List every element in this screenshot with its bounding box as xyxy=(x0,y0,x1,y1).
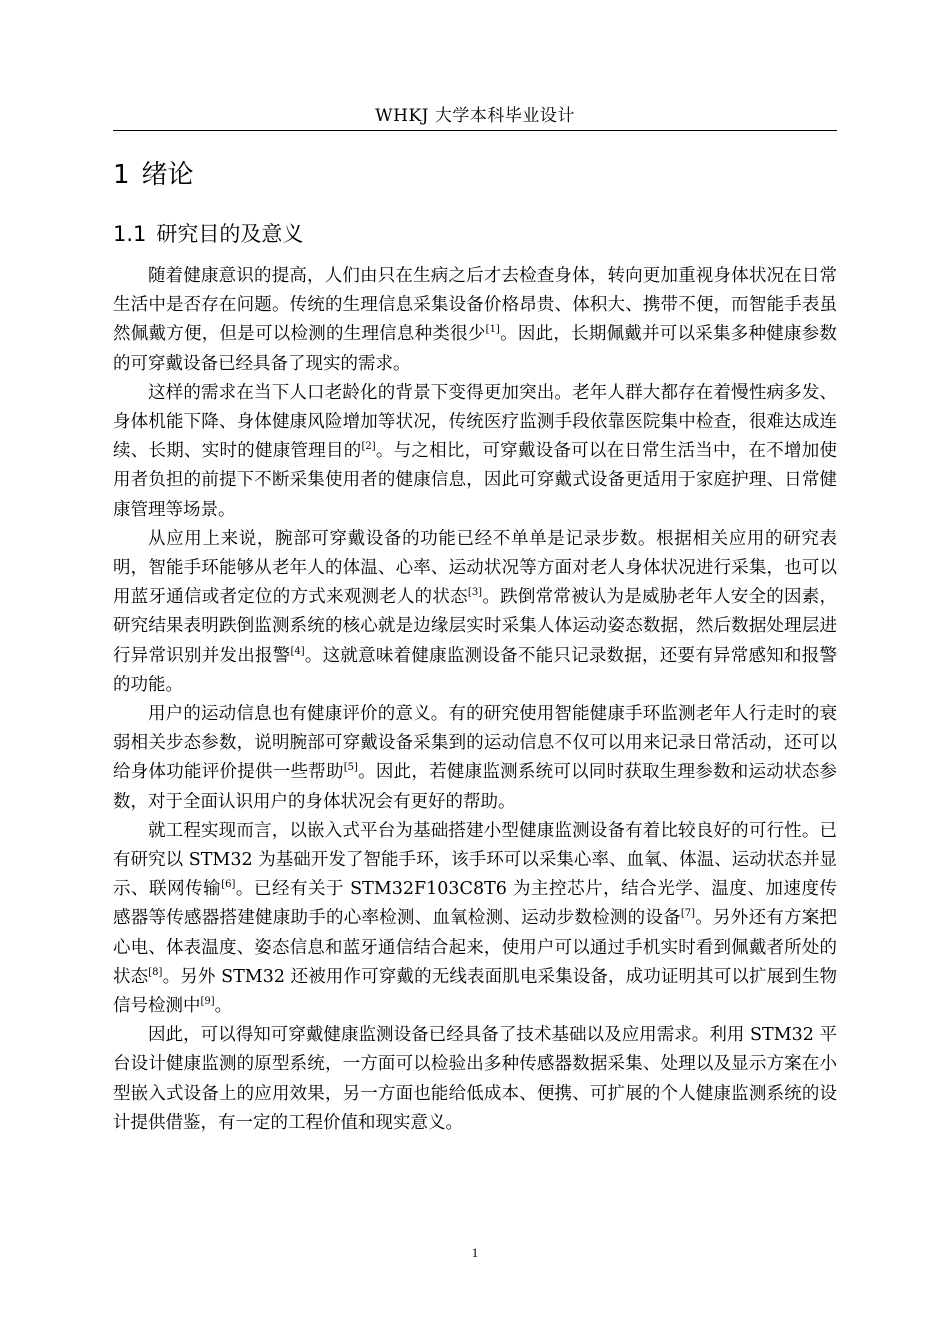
paragraph-text: 。因此，长期佩戴并可以采集多种健康参数的可穿戴设备已经具备了现实的需求。 xyxy=(113,324,838,374)
paragraph xyxy=(113,700,837,817)
chapter-number: 1 xyxy=(113,160,130,190)
citation-marker: [2] xyxy=(361,441,376,453)
citation-marker: [8] xyxy=(148,967,163,979)
paragraph-text: 这样的需求在当下人口老龄化的背景下变得更加突出。老年人群大都存在着慢性病多发、身体机能下降、身体健康风险增加等状况，传统医疗监测手段依靠医院集中检查，很难达成连续、长期、实时的健康管理目的 xyxy=(113,382,837,462)
paragraph-text: 用户的运动信息也有健康评价的意义。有的研究使用智能健康手环监测老年人行走时的衰弱相关步态参数，说明腕部可穿戴设备采集到的运动信息不仅可以用来记录日常活动，还可以给身体功能评价提供一些帮助 xyxy=(113,704,837,783)
paragraph-text: 。 xyxy=(214,996,233,1017)
citation-marker: [9] xyxy=(200,996,215,1008)
paragraph xyxy=(113,379,837,525)
paragraph xyxy=(113,1021,837,1138)
paragraph-text: 。与之相比，可穿戴设备可以在日常生活当中，在不增加使用者负担的前提下不断采集使用者的健康信息，因此可穿戴式设备更适用于家庭护理、日常健康管理等场景。 xyxy=(113,441,838,520)
page-number: 1 xyxy=(471,1245,479,1260)
paragraph-text: 随着健康意识的提高，人们由只在生病之后才去检查身体，转向更加重视身体状况在日常生活中是否存在问题。传统的生理信息采集设备价格昂贵、体积大、携带不便，而智能手表虽然佩戴方便，但是可以检测的生理信息种类很少 xyxy=(113,266,837,345)
citation-marker: [5] xyxy=(343,762,358,774)
body-text xyxy=(113,262,837,1138)
citation-marker: [6] xyxy=(221,879,236,891)
paragraph-text: 就工程实现而言，以嵌入式平台为基础搭建小型健康监测设备有着比较良好的可行性。已有研究以 STM32 为基础开发了智能手环，该手环可以采集心率、血氧、体温、运动状态并显示、联网传输 xyxy=(113,820,837,900)
citation-marker: [1] xyxy=(485,324,500,336)
header-rule xyxy=(113,130,837,131)
citation-marker: [4] xyxy=(290,645,305,657)
paragraph xyxy=(113,525,837,700)
paragraph xyxy=(113,817,837,1021)
section-title-text: 研究目的及意义 xyxy=(156,222,304,246)
paragraph-text: 。因此，若健康监测系统可以同时获取生理参数和运动状态参数，对于全面认识用户的身体状况会有更好的帮助。 xyxy=(113,762,838,812)
section-title xyxy=(113,219,303,249)
running-header: WHKJ 大学本科毕业设计 xyxy=(375,106,575,126)
paragraph-text: 。另外还有方案把心电、体表温度、姿态信息和蓝牙通信结合起来，使用户可以通过手机实时看到佩戴者所处的状态 xyxy=(113,908,838,987)
paragraph-text: 。另外 STM32 还被用作可穿戴的无线表面肌电采集设备，成功证明其可以扩展到生物信号检测中 xyxy=(113,966,837,1017)
section-number: 1.1 xyxy=(113,222,147,246)
citation-marker: [7] xyxy=(680,908,696,920)
paragraph-text: 从应用上来说，腕部可穿戴设备的功能已经不单单是记录步数。根据相关应用的研究表明，智能手环能够从老年人的体温、心率、运动状况等方面对老人身体状况进行采集，也可以用蓝牙通信或者定位的方式来观测老人的状态 xyxy=(113,528,837,608)
citation-marker: [3] xyxy=(467,587,483,599)
paragraph-text: 。已经有关于 STM32F103C8T6 为主控芯片，结合光学、温度、加速度传感器等传感器搭建健康助手的心率检测、血氧检测、运动步数检测的设备 xyxy=(113,879,837,929)
paragraph-text: 因此，可以得知可穿戴健康监测设备已经具备了技术基础以及应用需求。利用 STM32 平台设计健康监测的原型系统，一方面可以检验出多种传感器数据采集、处理以及显示方案在小型嵌入式设备上的应用效果，另一方面也能给低成本、便携、可扩展的个人健康监测系统的设计提供借鉴，有一定的工程价值和现实意义。 xyxy=(113,1025,837,1133)
paragraph-text: 。这就意味着健康监测设备不能只记录数据，还要有异常感知和报警的功能。 xyxy=(113,645,838,695)
paragraph xyxy=(113,262,837,379)
chapter-title xyxy=(113,158,194,192)
chapter-title-text: 绪论 xyxy=(141,160,194,190)
paragraph-text: 。跌倒常常被认为是威胁老年人安全的因素，研究结果表明跌倒监测系统的核心就是边缘层实时采集人体运动姿态数据，然后数据处理层进行异常识别并发出报警 xyxy=(113,587,838,666)
